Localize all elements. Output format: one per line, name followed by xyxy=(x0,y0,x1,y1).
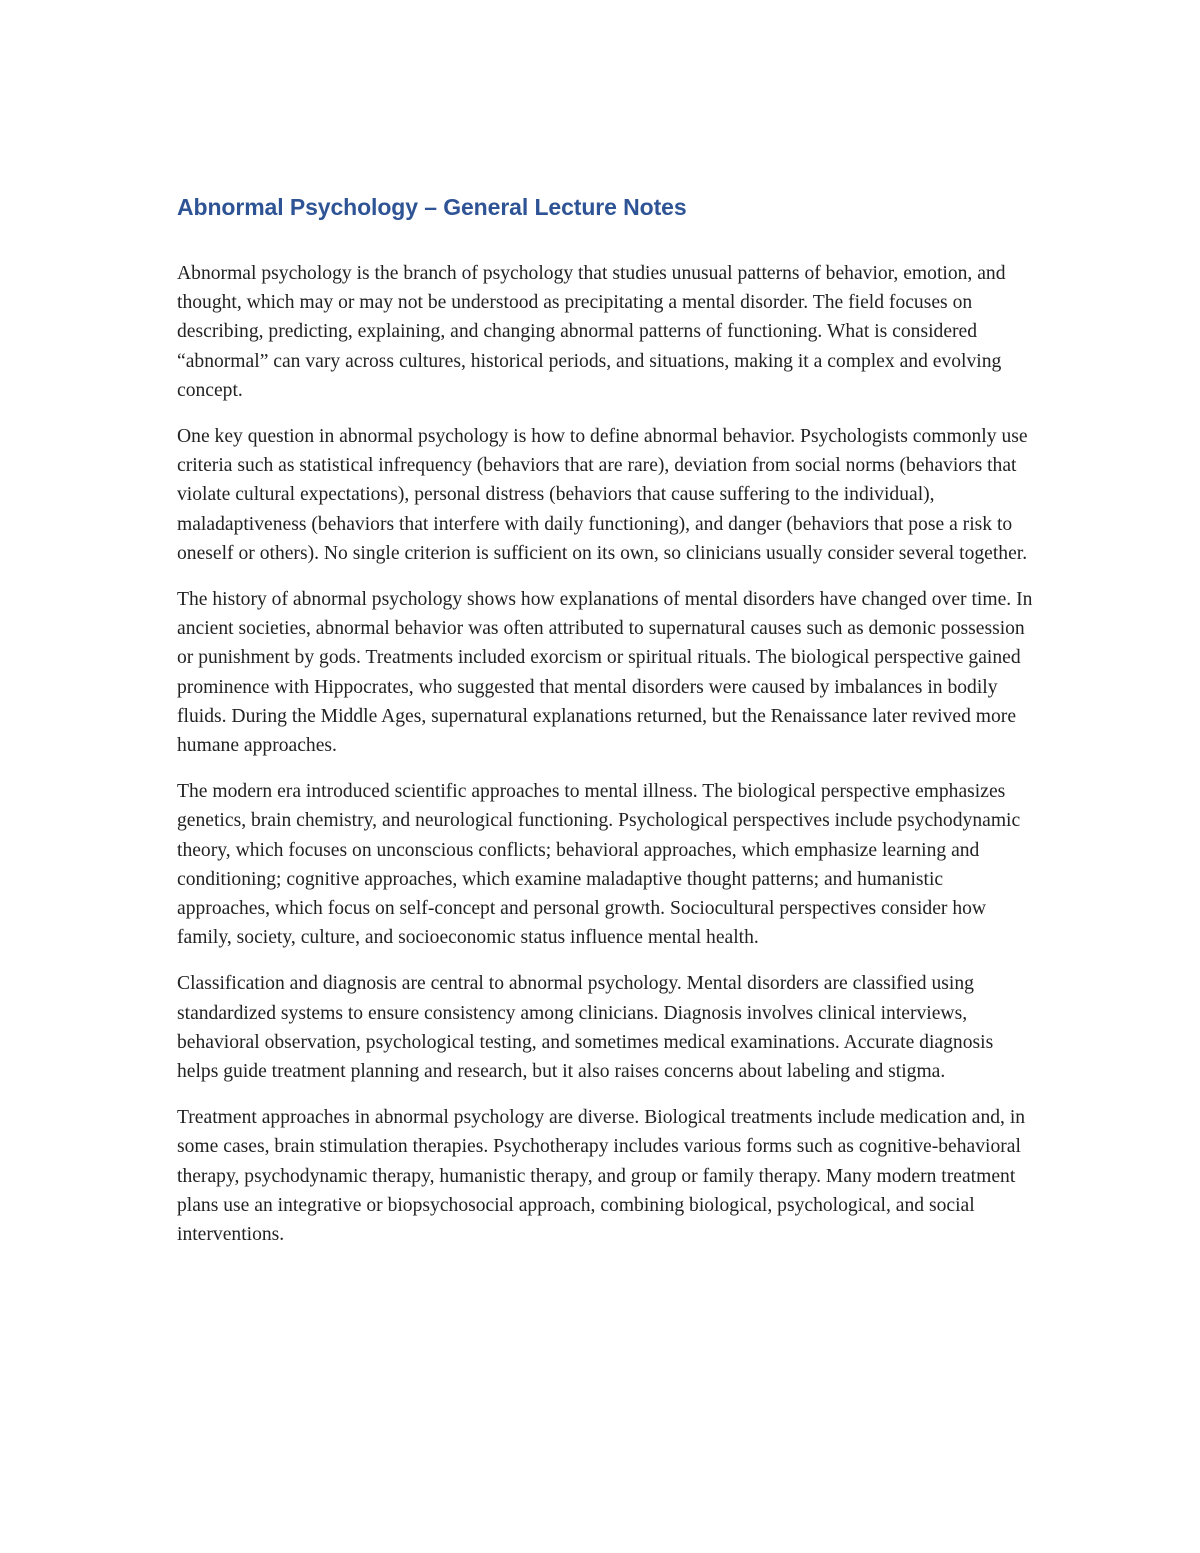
paragraph-definition: Abnormal psychology is the branch of psychology that studies unusual patterns of behavior, emotion, and thought, which may or may not be understood as precipitating a mental disorder. The field focuses on describing, predicting, explaining, and changing abnormal patterns of functioning. What is considered “abnormal” can vary across cultures, historical periods, and situations, making it a complex and evolving concept. xyxy=(177,263,1006,401)
paragraph-criteria: One key question in abnormal psychology is how to define abnormal behavior. Psychologists commonly use criteria such as statistical infrequency (behaviors that are rare), deviation from social norms (behaviors that violate cultural expectations), personal distress (behaviors that cause suffering to the individual), maladaptiveness (behaviors that interfere with daily functioning), and danger (behaviors that pose a risk to oneself or others). No single criterion is sufficient on its own, so clinicians usually consider several together. xyxy=(177,426,1028,564)
paragraph-treatment: Treatment approaches in abnormal psychology are diverse. Biological treatments include medication and, in some cases, brain stimulation therapies. Psychotherapy includes various forms such as cognitive-behavioral therapy, psychodynamic therapy, humanistic therapy, and group or family therapy. Many modern treatment plans use an integrative or biopsychosocial approach, combining biological, psychological, and social interventions. xyxy=(177,1107,1026,1246)
paragraph-history: The history of abnormal psychology shows how explanations of mental disorders have changed over time. In ancient societies, abnormal behavior was often attributed to supernatural causes such as demonic possession or punishment by gods. Treatments included exorcism or spiritual rituals. The biological perspective gained prominence with Hippocrates, who suggested that mental disorders were caused by imbalances in bodily fluids. During the Middle Ages, supernatural explanations returned, but the Renaissance later revived more humane approaches. xyxy=(177,589,1033,757)
paragraph-modern-perspectives: The modern era introduced scientific approaches to mental illness. The biological perspective emphasizes genetics, brain chemistry, and neurological functioning. Psychological perspectives include psychodynamic theory, which focuses on unconscious conflicts; behavioral approaches, which emphasize learning and conditioning; cognitive approaches, which examine maladaptive thought patterns; and humanistic approaches, which focus on self-concept and personal growth. Sociocultural perspectives consider how family, society, culture, and socioeconomic status influence mental health. xyxy=(177,781,1021,949)
paragraph-classification-diagnosis: Classification and diagnosis are central to abnormal psychology. Mental disorders are classified using standardized systems to ensure consistency among clinicians. Diagnosis involves clinical interviews, behavioral observation, psychological testing, and sometimes medical examinations. Accurate diagnosis helps guide treatment planning and research, but it also raises concerns about labeling and stigma. xyxy=(177,973,994,1083)
document-title: Abnormal Psychology – General Lecture Notes xyxy=(177,194,687,220)
document-content xyxy=(177,190,1037,1266)
